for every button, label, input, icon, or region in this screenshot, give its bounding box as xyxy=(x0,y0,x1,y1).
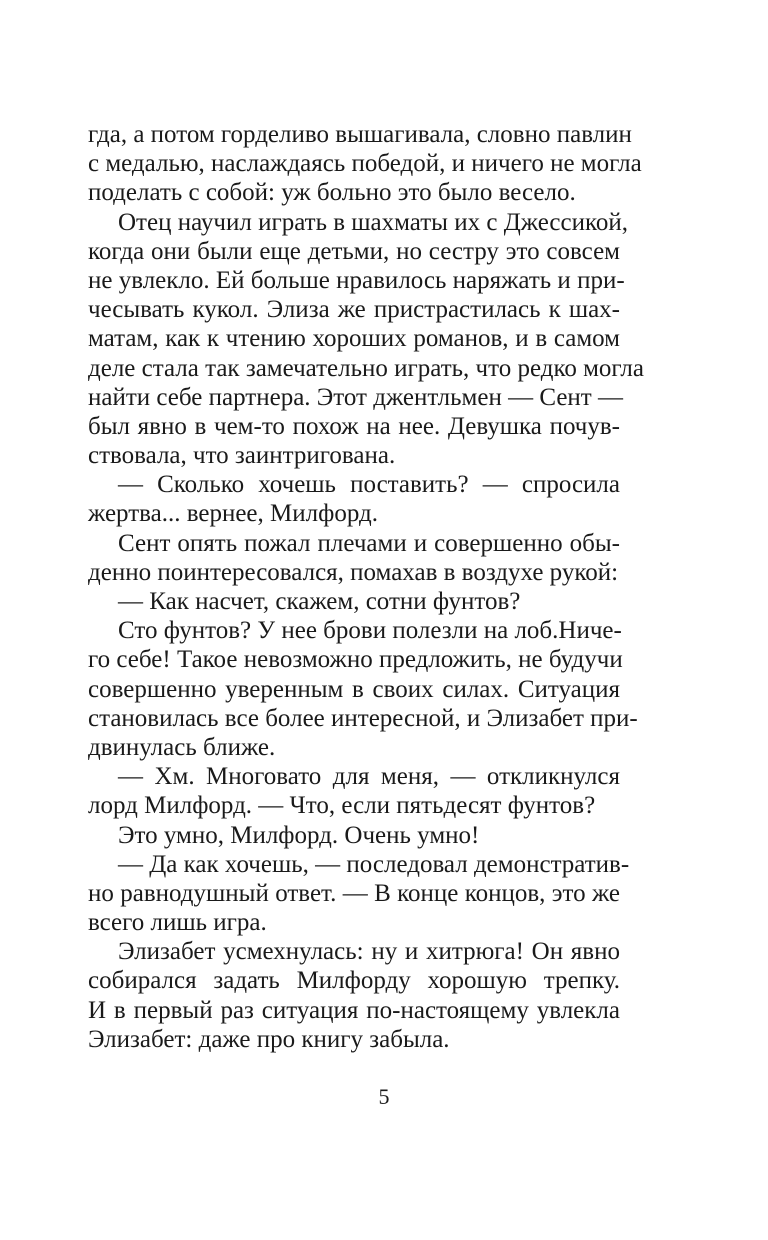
text-line: становилась все более интересной, и Элизабет при- xyxy=(88,704,638,732)
text-line: двинулась ближе. xyxy=(88,733,276,761)
text-line: го себе! Такое невозможно предложить, не будучи xyxy=(88,646,623,674)
text-line: И в первый раз ситуация по-настоящему увлекла xyxy=(88,996,620,1024)
text-line: совершенно уверенным в своих силах. Ситуация xyxy=(88,675,620,703)
text-line: — Да как хочешь, — последовал демонстратив- xyxy=(118,850,630,878)
text-line: — Как насчет, скажем, сотни фунтов? xyxy=(118,588,521,615)
text-line: с медалью, наслаждаясь победой, и ничего не могла xyxy=(88,150,642,178)
text-line: — Хм. Многовато для меня, — откликнулся xyxy=(118,763,620,791)
text-line: жертва... вернее, Милфорд. xyxy=(88,500,378,528)
text-line: — Сколько хочешь поставить? — спросила xyxy=(118,471,620,499)
text-line: поделать с собой: уж больно это было весело. xyxy=(88,179,576,207)
text-line: не увлекло. Ей больше нравилось наряжать и при- xyxy=(88,266,625,294)
text-line: чесывать кукол. Элиза же пристрастилась к шах- xyxy=(88,296,620,324)
text-line: деле стала так замечательно играть, что редко могла xyxy=(88,354,644,382)
text-line: Элизабет: даже про книгу забыла. xyxy=(88,1025,450,1053)
page-body-text xyxy=(88,120,644,1054)
text-line: Отец научил играть в шахматы их с Джессикой, xyxy=(118,208,628,236)
text-line: когда они были еще детьми, но сестру это совсем xyxy=(88,237,620,265)
text-line: лорд Милфорд. — Что, если пятьдесят фунтов? xyxy=(88,792,596,820)
text-line: гда, а потом горделиво вышагивала, словно павлин xyxy=(88,121,632,148)
text-line: всего лишь игра. xyxy=(88,909,267,937)
text-line: был явно в чем-то похож на нее. Девушка почув- xyxy=(88,412,620,440)
text-line: Это умно, Милфорд. Очень умно! xyxy=(118,821,480,849)
text-line: Элизабет усмехнулась: ну и хитрюга! Он явно xyxy=(118,938,620,966)
text-line: матам, как к чтению хороших романов, и в самом xyxy=(88,325,620,353)
text-line: Сто фунтов? У нее брови полезли на лоб.Ниче- xyxy=(118,617,622,645)
text-line: собирался задать Милфорду хорошую трепку. xyxy=(88,967,620,995)
text-line: Сент опять пожал плечами и совершенно обы- xyxy=(118,529,620,557)
text-line: денно поинтересовался, помахав в воздухе рукой: xyxy=(88,558,619,586)
text-line: ствовала, что заинтригована. xyxy=(88,442,396,470)
page-number: 5 xyxy=(378,1084,390,1109)
text-line: найти себе партнера. Этот джентльмен — Сент — xyxy=(88,383,623,411)
text-line: но равнодушный ответ. — В конце концов, это же xyxy=(88,879,620,907)
